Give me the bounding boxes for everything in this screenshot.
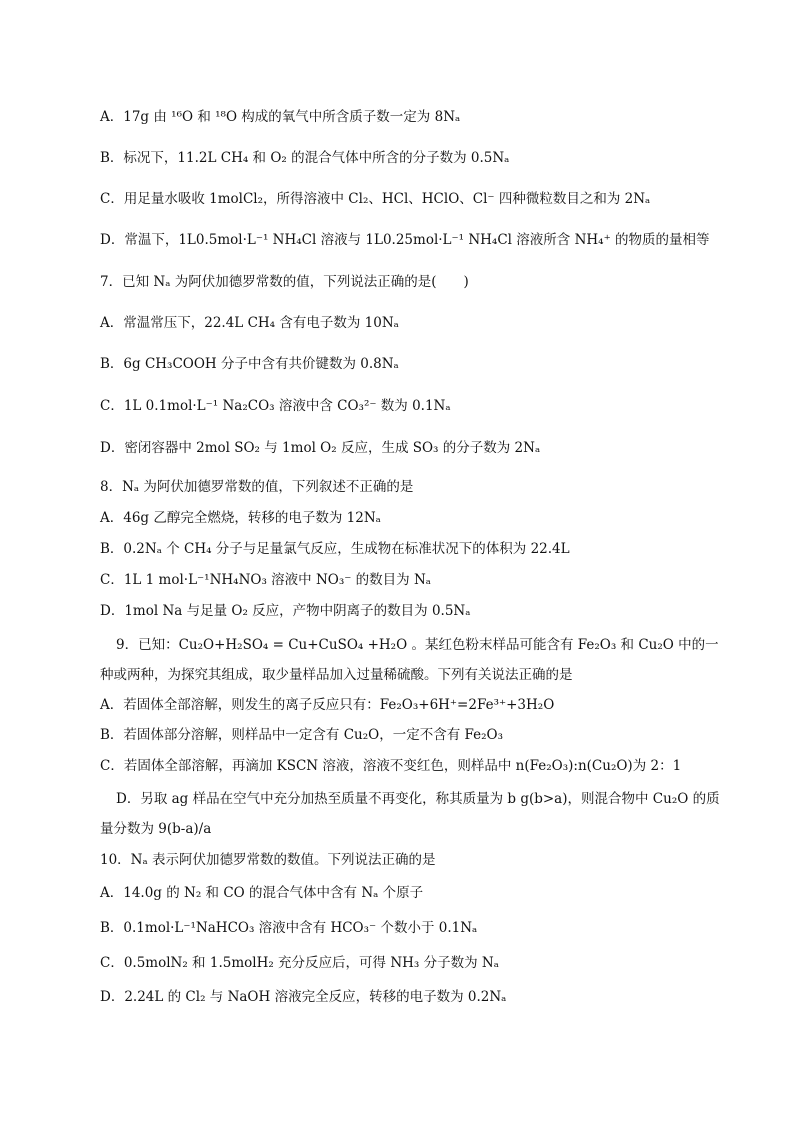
q8-option-d: D．1mol Na 与足量 O₂ 反应，产物中阴离子的数目为 0.5Nₐ <box>100 603 471 619</box>
q9-stem: 9．已知：Cu₂O+H₂SO₄ = Cu+CuSO₄ +H₂O 。某红色粉末样品可能含有 Fe₂O₃ 和 Cu₂O 中的一种或两种，为探究其组成，取少量样品加入过量稀硫酸。下列有关说法正确的是 <box>100 637 719 683</box>
q7-option-c: C．1L 0.1mol·L⁻¹ Na₂CO₃ 溶液中含 CO₃²⁻ 数为 0.1Nₐ <box>100 398 451 414</box>
q6-option-b: B．标况下，11.2L CH₄ 和 O₂ 的混合气体中所含的分子数为 0.5Nₐ <box>100 150 510 166</box>
q6-option-a: A．17g 由 ¹⁶O 和 ¹⁸O 构成的氧气中所含质子数一定为 8Nₐ <box>100 109 461 125</box>
q8-option-b: B．0.2Nₐ 个 CH₄ 分子与足量氯气反应，生成物在标准状况下的体积为 22.4L <box>100 541 570 557</box>
q10-option-c: C．0.5molN₂ 和 1.5molH₂ 充分反应后，可得 NH₃ 分子数为 Nₐ <box>100 955 499 971</box>
q6-option-d: D．常温下，1L0.5mol·L⁻¹ NH₄Cl 溶液与 1L0.25mol·L⁻¹ NH₄Cl 溶液所含 NH₄⁺ 的物质的量相等 <box>100 232 710 248</box>
q10-option-d: D．2.24L 的 Cl₂ 与 NaOH 溶液完全反应，转移的电子数为 0.2Nₐ <box>100 989 507 1005</box>
q7-option-b: B．6g CH₃COOH 分子中含有共价键数为 0.8Nₐ <box>100 356 399 372</box>
q7-stem: 7．已知 Nₐ 为阿伏加德罗常数的值，下列说法正确的是( ) <box>100 274 469 290</box>
q10-stem: 10．Nₐ 表示阿伏加德罗常数的数值。下列说法正确的是 <box>100 852 436 868</box>
q10-option-b: B．0.1mol·L⁻¹NaHCO₃ 溶液中含有 HCO₃⁻ 个数小于 0.1Nₐ <box>100 920 478 936</box>
q7-option-a: A．常温常压下，22.4L CH₄ 含有电子数为 10Nₐ <box>100 315 399 331</box>
q9-option-b: B．若固体部分溶解，则样品中一定含有 Cu₂O，一定不含有 Fe₂O₃ <box>100 727 504 743</box>
q9-option-c: C．若固体全部溶解，再滴加 KSCN 溶液，溶液不变红色，则样品中 n(Fe₂O₃):n(Cu₂O)为 2：1 <box>100 758 682 774</box>
q7-option-d: D．密闭容器中 2mol SO₂ 与 1mol O₂ 反应，生成 SO₃ 的分子数为 2Nₐ <box>100 440 541 456</box>
q8-option-c: C．1L 1 mol·L⁻¹NH₄NO₃ 溶液中 NO₃⁻ 的数目为 Nₐ <box>100 572 431 588</box>
q8-stem: 8．Nₐ 为阿伏加德罗常数的值，下列叙述不正确的是 <box>100 479 414 495</box>
q6-option-c: C．用足量水吸收 1molCl₂，所得溶液中 Cl₂、HCl、HClO、Cl⁻ 四种微粒数目之和为 2Nₐ <box>100 191 651 207</box>
q10-option-a: A．14.0g 的 N₂ 和 CO 的混合气体中含有 Nₐ 个原子 <box>100 885 424 901</box>
q9-option-d: D．另取 ag 样品在空气中充分加热至质量不再变化，称其质量为 b g(b>a)，则混合物中 Cu₂O 的质量分数为 9(b-a)/a <box>100 791 720 837</box>
q9-option-a: A．若固体全部溶解，则发生的离子反应只有：Fe₂O₃+6H⁺=2Fe³⁺+3H₂O <box>100 697 555 713</box>
q8-option-a: A．46g 乙醇完全燃烧，转移的电子数为 12Nₐ <box>100 510 381 526</box>
